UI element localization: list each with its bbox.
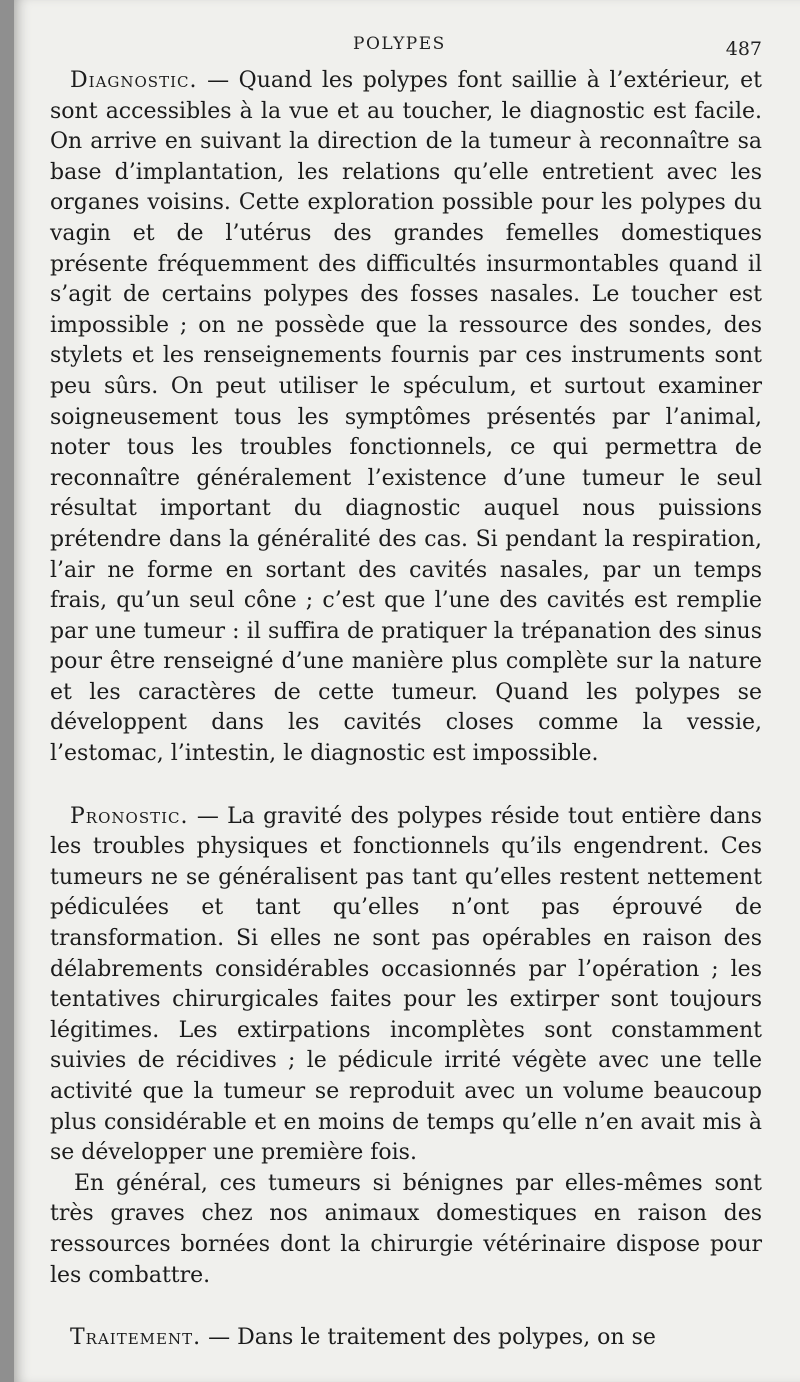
page-number: 487 [725, 38, 762, 60]
page-body [50, 66, 762, 1354]
section-heading: Traitement. [70, 1325, 202, 1351]
page-header [14, 30, 800, 64]
paragraph-text: — La gravité des polypes réside tout entière dans les troubles physiques et fonctionnels qu’ils engendrent. Ces tumeurs ne se généralisent pas tant qu’elles restent nettement pédiculées et tant qu’elles n’ont pas éprouvé de transformation. Si elles ne sont pas opérables en raison des délabrements considérables occasionnés par l’opération ; les tentatives chirurgicales faites pour les extirper sont toujours légitimes. Les extirpations incomplètes sont constamment suivies de récidives ; le pédicule irrité végète avec une telle activité que la tumeur se reproduit avec un volume beaucoup plus considérable et en moins de temps qu’elle n’en avait mis à se développer une première fois. [50, 803, 762, 1166]
section-heading: Pronostic. [70, 803, 189, 829]
paragraph [50, 1323, 762, 1354]
paragraph-text: — Dans le traitement des polypes, on se [201, 1325, 656, 1351]
paragraph-text: — Quand les polypes font saillie à l’extérieur, et sont accessibles à la vue et au toucher, le diagnostic est facile. On arrive en suivant la direction de la tumeur à reconnaître sa base d’implantation, les relations qu’elle entretient avec les organes voisins. Cette exploration possible pour les polypes du vagin et de l’utérus des grandes femelles domestiques présente fréquemment des difficultés insurmontables quand il s’agit de certains polypes des fosses nasales. Le toucher est impossible ; on ne possède que la ressource des sondes, des stylets et les renseignements fournis par ces instruments sont peu sûrs. On peut utiliser le spéculum, et surtout examiner soigneusement tous les symptômes présentés par l’animal, noter tous les troubles fonctionnels, ce qui permettra de reconnaître généralement l’existence d’une tumeur le seul résultat important du diagnostic auquel nous puissions prétendre dans la généralité des cas. Si pendant la respiration, l’air ne forme en sortant des cavités nasales, par un temps frais, qu’un seul cône ; c’est que l’une des cavités est remplie par une tumeur : il suffira de pratiquer la trépanation des sinus pour être renseigné d’une manière plus complète sur la nature et les caractères de cette tumeur. Quand les polypes se développent dans les cavités closes comme la vessie, l’estomac, l’intestin, le diagnostic est impossible. [50, 68, 762, 767]
section-spacer [50, 1291, 762, 1323]
section-spacer [50, 770, 762, 802]
section-diagnostic [50, 66, 762, 770]
paragraph [50, 802, 762, 1169]
paragraph: En général, ces tumeurs si bénignes par elles-mêmes sont très graves chez nos animaux domestiques en raison des ressources bornées dont la chirurgie vétérinaire dispose pour les combattre. [50, 1170, 762, 1288]
section-pronostic [50, 802, 762, 1292]
running-title: POLYPES [353, 34, 446, 54]
book-page [14, 0, 800, 1382]
section-heading: Diagnostic. [70, 68, 198, 93]
section-traitement [50, 1323, 762, 1354]
paragraph [50, 66, 762, 770]
